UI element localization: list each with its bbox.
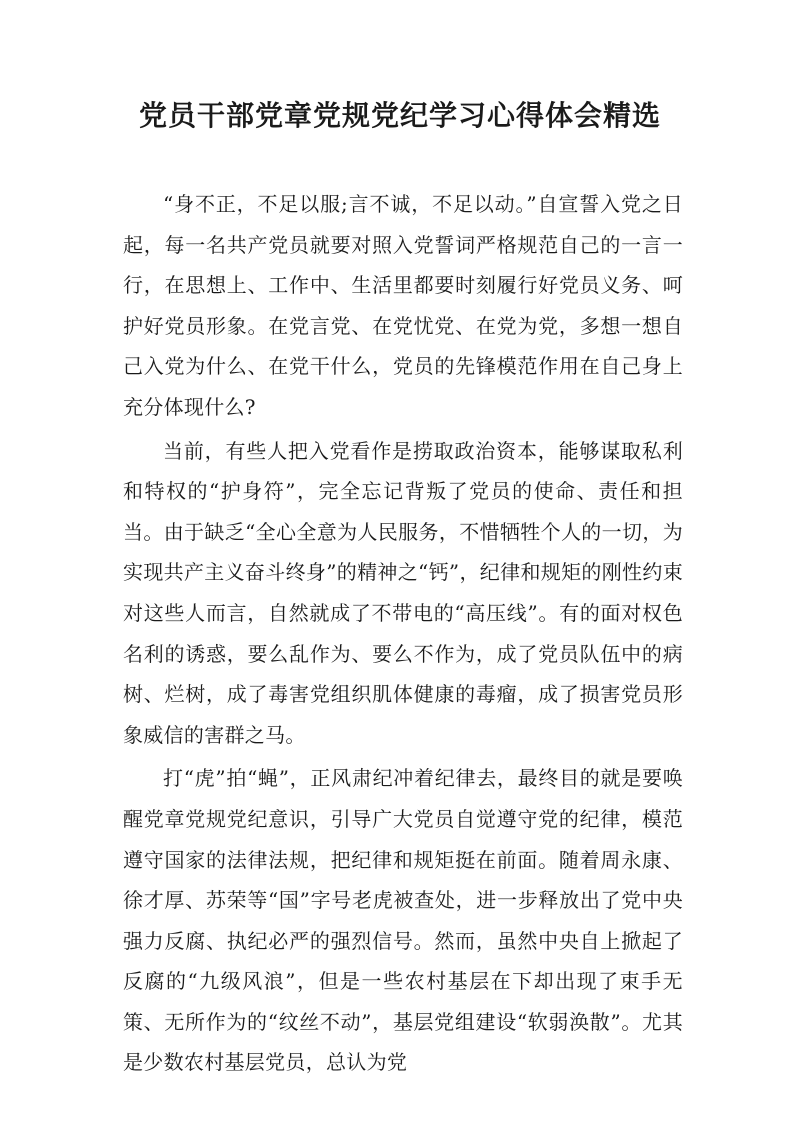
paragraph-3: 打“虎”拍“蝇”，正风肃纪冲着纪律去，最终目的就是要唤醒党章党规党纪意识，引导广大党员自觉遵守党的纪律，模范遵守国家的法律法规，把纪律和规矩挺在前面。随着周永康、徐才厚、苏荣等“国”字号老虎被查处，进一步释放出了党中央强力反腐、执纪必严的强烈信号。然而，虽然中央自上掀起了反腐的“九级风浪”，但是一些农村基层在下却出现了束手无策、无所作为的“纹丝不动”，基层党组建设“软弱涣散”。尤其是少数农村基层党员，总认为党 bbox=[123, 766, 683, 1075]
document-title: 党员干部党章党规党纪学习心得体会精选 bbox=[138, 99, 661, 132]
document-body bbox=[123, 184, 683, 1086]
paragraph-2: 当前，有些人把入党看作是捞取政治资本，能够谋取私利和特权的“护身符”，完全忘记背叛了党员的使命、责任和担当。由于缺乏“全心全意为人民服务，不惜牺牲个人的一切，为实现共产主义奋斗终身”的精神之“钙”，纪律和规矩的刚性约束对这些人而言，自然就成了不带电的“高压线”。有的面对权色名利的诱惑，要么乱作为、要么不作为，成了党员队伍中的病树、烂树，成了毒害党组织肌体健康的毒瘤，成了损害党员形象威信的害群之马。 bbox=[123, 438, 683, 747]
paragraph-1: “身不正，不足以服;言不诚，不足以动。”自宣誓入党之日起，每一名共产党员就要对照入党誓词严格规范自己的一言一行，在思想上、工作中、生活里都要时刻履行好党员义务、呵护好党员形象。在党言党、在党忧党、在党为党，多想一想自己入党为什么、在党干什么，党员的先锋模范作用在自己身上充分体现什么? bbox=[123, 192, 683, 419]
